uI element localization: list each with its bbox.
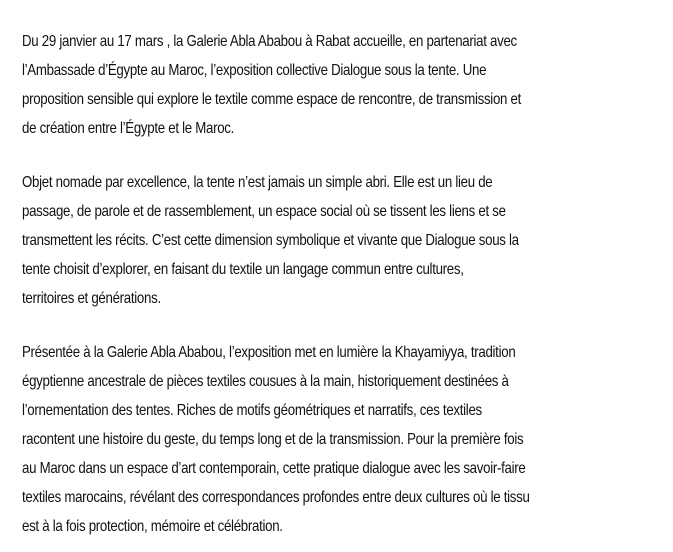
paragraph-line: tente choisit d’explorer, en faisant du textile un langage commun entre cultures, <box>22 261 464 278</box>
paragraph-line: racontent une histoire du geste, du temps long et de la transmission. Pour la première fois <box>22 431 524 448</box>
paragraph-line: de création entre l’Égypte et le Maroc. <box>22 120 235 137</box>
paragraph-line: Objet nomade par excellence, la tente n’est jamais un simple abri. Elle est un lieu de <box>22 174 493 191</box>
paragraph-line: proposition sensible qui explore le textile comme espace de rencontre, de transmission et <box>22 91 521 108</box>
paragraph-line: Présentée à la Galerie Abla Ababou, l’exposition met en lumière la Khayamiyya, tradition <box>22 344 516 361</box>
paragraph-line: passage, de parole et de rassemblement, un espace social où se tissent les liens et se <box>22 203 506 220</box>
paragraph-line: textiles marocains, révélant des correspondances profondes entre deux cultures où le tissu <box>22 489 530 506</box>
paragraph-line: Du 29 janvier au 17 mars , la Galerie Abla Ababou à Rabat accueille, en partenariat avec <box>22 33 517 50</box>
paragraph-line: l’ornementation des tentes. Riches de motifs géométriques et narratifs, ces textiles <box>22 402 482 419</box>
paragraph-line: au Maroc dans un espace d’art contemporain, cette pratique dialogue avec les savoir-faire <box>22 460 526 477</box>
paragraph-intro <box>22 27 560 143</box>
paragraph-line: territoires et générations. <box>22 290 161 307</box>
paragraph-tent <box>22 168 560 313</box>
paragraph-line: égyptienne ancestrale de pièces textiles cousues à la main, historiquement destinées à <box>22 373 509 390</box>
paragraph-line: est à la fois protection, mémoire et célébration. <box>22 518 283 535</box>
paragraph-khayamiyya <box>22 338 560 541</box>
paragraph-line: l’Ambassade d’Égypte au Maroc, l’exposition collective Dialogue sous la tente. Une <box>22 62 487 79</box>
paragraph-line: transmettent les récits. C’est cette dimension symbolique et vivante que Dialogue sous la <box>22 232 519 249</box>
article-body <box>22 27 560 541</box>
